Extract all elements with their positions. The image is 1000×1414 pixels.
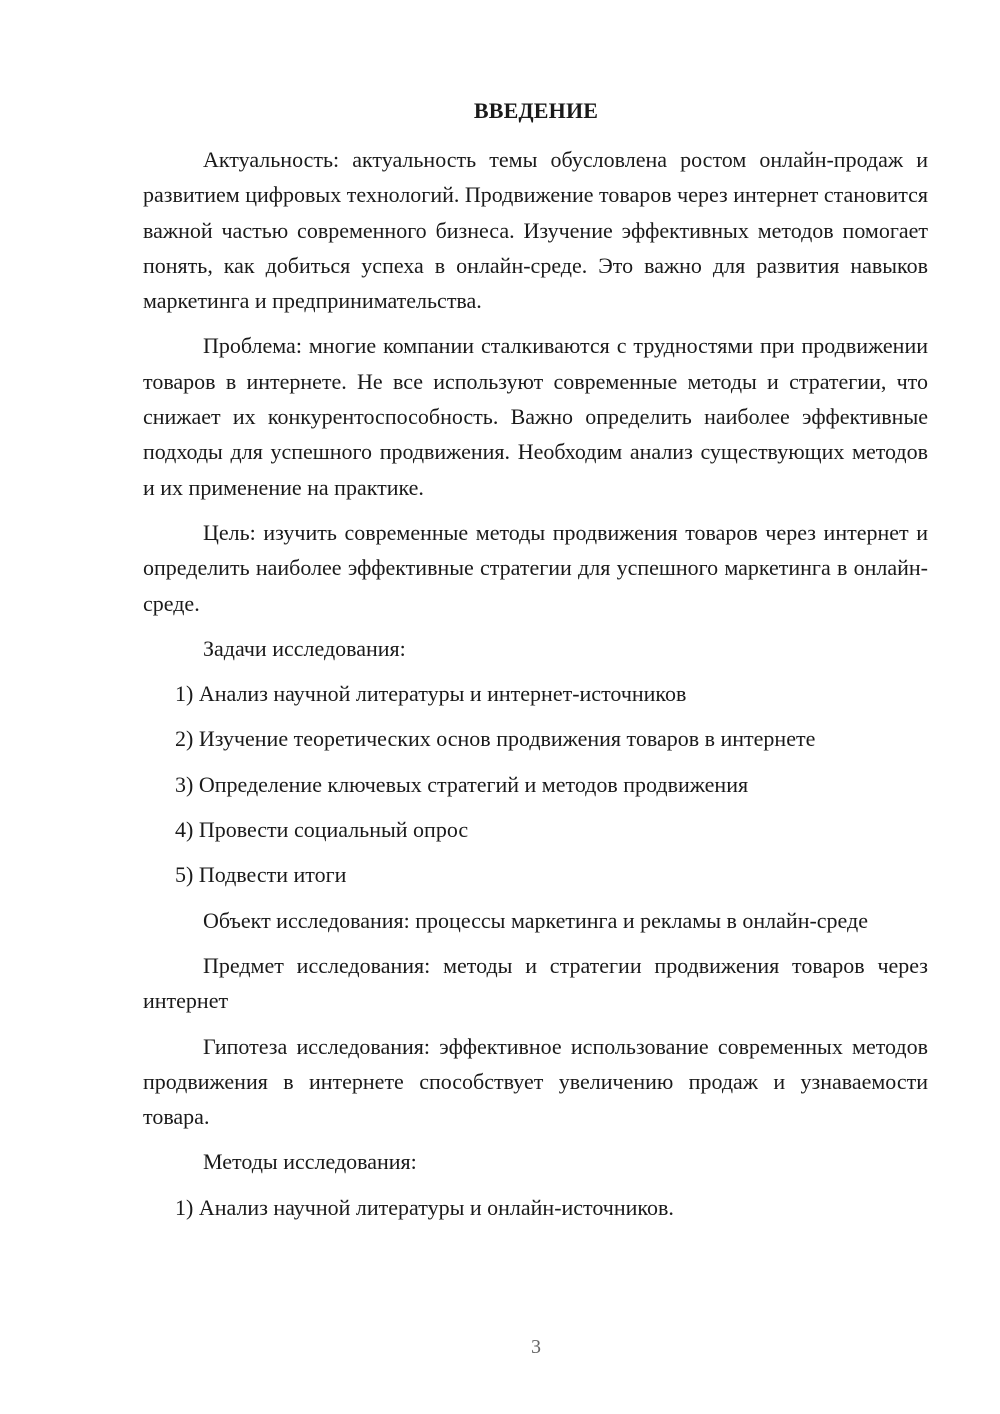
list-item: 1) Анализ научной литературы и интернет-источников xyxy=(175,681,687,707)
list-item: 4) Провести социальный опрос xyxy=(175,817,469,843)
list-item: 5) Подвести итоги xyxy=(175,862,347,888)
document-body xyxy=(143,142,928,1235)
page-title: ВВЕДЕНИЕ xyxy=(473,98,599,123)
paragraph-subject: Предмет исследования: методы и стратегии продвижения товаров через интернет xyxy=(143,952,928,1014)
tasks-heading: Задачи исследования: xyxy=(203,635,406,661)
tasks-list xyxy=(143,676,928,892)
paragraph-hypothesis: Гипотеза исследования: эффективное использование современных методов продвижения в интернете способствует увеличению продаж и узнаваемости товара. xyxy=(143,1033,928,1130)
methods-heading: Методы исследования: xyxy=(203,1149,417,1175)
paragraph-problem: Проблема: многие компании сталкиваются с трудностями при продвижении товаров в интернете. Не все используют современные методы и стратегии, что снижает их конкурентоспособность. Важно определить наиболее эффективные подходы для успешного продвижения. Необходим анализ существующих методов и их применение на практике. xyxy=(143,333,928,500)
list-item: 1) Анализ научной литературы и онлайн-источников. xyxy=(175,1194,674,1220)
page-number: 3 xyxy=(531,1336,541,1358)
list-item: 2) Изучение теоретических основ продвижения товаров в интернете xyxy=(175,726,816,752)
methods-list xyxy=(143,1190,928,1225)
paragraph-object: Объект исследования: процессы маркетинга и рекламы в онлайн-среде xyxy=(203,907,868,933)
paragraph-goal: Цель: изучить современные методы продвижения товаров через интернет и определить наиболее эффективные стратегии для успешного маркетинга в онлайн-среде. xyxy=(143,519,928,616)
list-item: 3) Определение ключевых стратегий и методов продвижения xyxy=(175,771,749,797)
paragraph-relevance: Актуальность: актуальность темы обусловлена ростом онлайн-продаж и развитием цифровых технологий. Продвижение товаров через интернет становится важной частью современного бизнеса. Изучение эффективных методов помогает понять, как добиться успеха в онлайн-среде. Это важно для развития навыков маркетинга и предпринимательства. xyxy=(143,147,928,314)
